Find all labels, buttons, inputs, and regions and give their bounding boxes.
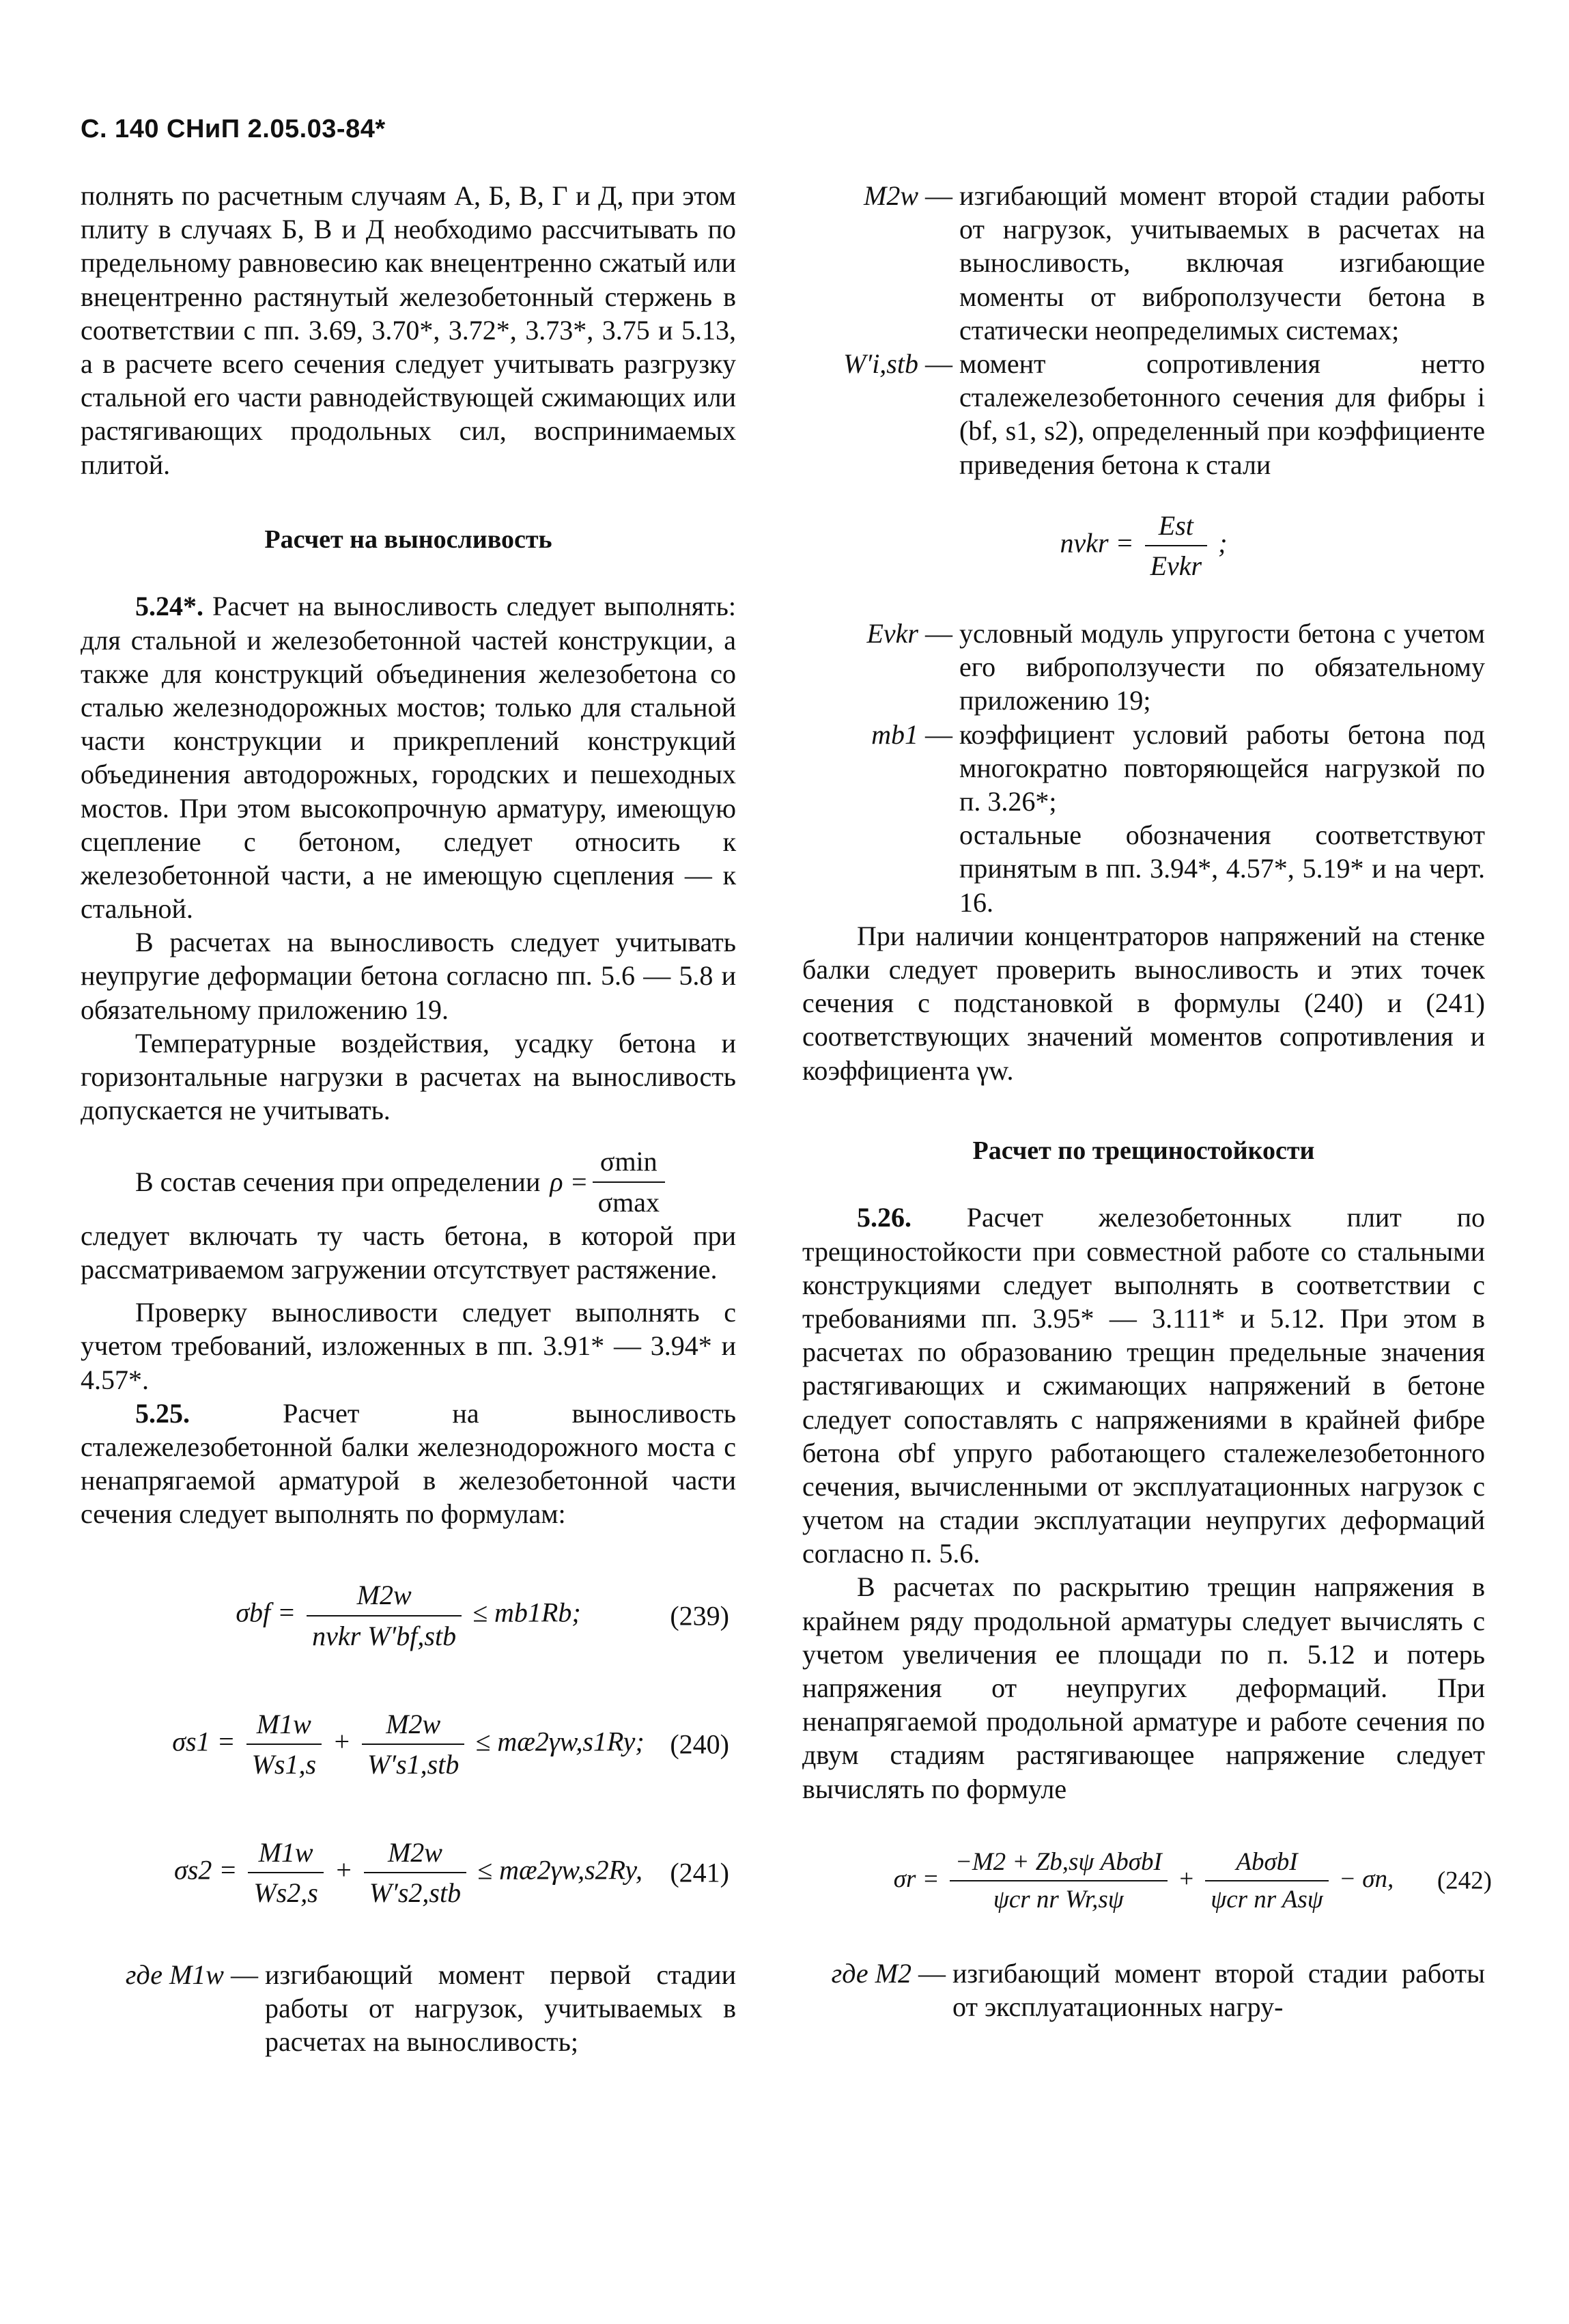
formula-241 [81,1836,736,1909]
definition-dash: — [231,1959,258,1990]
definition-text: коэффициент условий работы бетона под многократно повторяющейся нагрузкой по п. 3.26*; [959,718,1485,817]
clause-5-26 [802,1201,1485,1570]
clause-text: Расчет железобетонных плит по трещиностойкости при совместной работе со стальными конструкциями следует выполнять в соответствии с требованиями пп. 3.95* — 3.111* и 5.12. При этом в расчетах по образованию трещин предельные значения растягивающих и сжимающих напряжений в бетоне следует сопоставлять с напряжениями в крайней фибре бетона σbf упруго работающего сталежелезобетонного сечения, вычисленными от эксплуатационных нагрузок с учетом на стадии эксплуатации неупругих деформаций согласно п. 5.6. [802,1202,1485,1569]
clause-text: Расчет на выносливость сталежелезобетонной балки железнодорожного моста с ненапрягаемой арматурой в железобетонной части сечения следует выполнять по формулам: [81,1397,737,1530]
equation-number: (242) [1437,1866,1492,1895]
formula-240 [81,1707,736,1781]
formula-numerator: M2w [362,1707,464,1745]
section-heading-fatigue: Расчет на выносливость [264,524,552,554]
formula-numerator: −M2 + Zb,sψ AbσbI [950,1847,1168,1882]
formula-rhs: ≤ mæ2γw,s1Ry; [475,1726,645,1757]
formula-239 [81,1578,736,1652]
definition-text: изгибающий момент второй стадии работы от нагрузок, учитываемых в расчетах на выносливость, включая изгибающие моменты от виброползучести бетона в статически неопределимых системах; [959,180,1485,346]
formula-242 [802,1847,1492,1916]
clause-text: Расчет на выносливость следует выполнять: для стальной и железобетонной частей конструкции, а также для конструкций объединения железобетона со сталью железнодорожных мостов; только для стальной части конструкции и прикреплений конструкций объединения автодорожных, городских и пешеходных мостов. При этом высокопрочную арматуру, имеющую сцепление с бетоном, следует относить к железобетонной части, а не имеющую сцепления — к стальной. [81,591,736,925]
rho-numerator: σmin [593,1145,665,1182]
formula-numerator: M1w [246,1707,322,1745]
formula-fraction-2 [364,1836,466,1909]
definition-m1w [81,1958,736,2059]
definition-symbol: M2w [864,180,918,211]
formula-fraction-2 [362,1707,464,1781]
definition-text: условный модуль упругости бетона с учетом его виброползучести по обязательному приложению 19; [959,618,1485,716]
equation-number: (240) [670,1728,729,1760]
formula-numerator: Est [1145,509,1208,546]
clause-number: 5.26. [857,1202,911,1233]
formula-denominator: W′s1,stb [367,1749,460,1780]
formula-denominator: nvkr W′bf,stb [312,1620,457,1651]
equation-number: (241) [670,1857,729,1888]
definition-text: изгибающий момент первой стадии работы от нагрузок, учитываемых в расчетах на выносливость; [265,1959,736,2057]
right-column [802,179,1492,2024]
clause-number: 5.25. [135,1397,190,1429]
clause-5-24 [81,589,736,925]
formula-numerator: M2w [307,1578,462,1616]
rho-prefix: В состав сечения при определении [135,1166,541,1198]
definition-symbol: Evkr [866,618,918,649]
paragraph-concentrators: При наличии концентраторов напряжений на стенке балки следует проверить выносливость и этих точек сечения с подстановкой в формулы (240) и (241) соответствующих значений моментов сопротивления и коэффициента γw. [802,920,1485,1086]
formula-nvkr [802,509,1485,583]
formula-denominator: ψcr nr Wr,sψ [993,1886,1124,1914]
formula-lhs: nvkr = [1060,527,1134,559]
paragraph-temperature: Температурные воздействия, усадку бетона и горизонтальные нагрузки в расчетах на выносливость допускается не учитывать. [81,1027,736,1126]
formula-rhs: − σn, [1339,1864,1394,1893]
formula-fraction-1 [248,1836,323,1909]
definition-text: момент сопротивления нетто сталежелезобетонного сечения для фибры i (bf, s1, s2), определенный при коэффициенте приведения бетона к стали [959,348,1485,480]
formula-end: ; [1218,527,1228,559]
equation-number: (239) [670,1600,729,1632]
definition-symbol: mb1 [871,718,918,750]
formula-denominator: Ws1,s [251,1749,317,1780]
formula-lhs: σs2 = [174,1854,238,1886]
definition-dash: — [925,718,952,750]
formula-numerator: M2w [364,1836,466,1873]
formula-plus: + [334,1854,353,1886]
rho-definition-line [81,1145,736,1218]
definition-dash: — [925,348,952,379]
paragraph-check: Проверку выносливости следует выполнять с учетом требований, изложенных в пп. 3.91* — 3.94* и 4.57*. [81,1297,736,1395]
definition-symbol: где M1w [125,1959,224,1990]
page-header: С. 140 СНиП 2.05.03-84* [81,115,386,143]
definition-evkr [802,617,1485,718]
section-heading-crack: Расчет по трещиностойкости [972,1136,1315,1165]
formula-fraction-2 [1205,1847,1329,1916]
definition-symbol: W′i,stb [843,348,918,379]
rho-lhs: ρ = [550,1166,589,1198]
formula-numerator: M1w [248,1836,323,1873]
formula-plus: + [1178,1864,1195,1893]
formula-rhs: ≤ mb1Rb; [472,1597,581,1628]
definition-dash: — [918,1957,946,1989]
formula-lhs: σbf = [236,1597,296,1628]
formula-fraction-1 [950,1847,1168,1916]
definition-dash: — [925,618,952,649]
definition-symbol: где M2 [831,1957,911,1989]
definition-wi-stb [802,347,1485,481]
intro-paragraph: полнять по расчетным случаям А, Б, В, Г и Д, при этом плиту в случаях Б, В и Д необходимо рассчитывать по предельному равновесию как внецентренно сжатый или внецентренно растянутый железобетонный стержень в соответствии с пп. 3.69, 3.70*, 3.72*, 3.73*, 3.75 и 5.13, а в расчете всего сечения следует учитывать разгрузку стальной его части равнодействующей сжимающих или растягивающих продольных сил, воспринимаемых плитой. [81,180,736,480]
definition-rest [802,818,1485,919]
definition-m2w [802,179,1485,347]
clause-number: 5.24*. [135,591,203,622]
definition-text: изгибающий момент второй стадии работы от эксплуатационных нагру- [952,1957,1485,2022]
definition-text: остальные обозначения соответствуют принятым в пп. 3.94*, 4.57*, 5.19* и на черт. 16. [959,820,1485,918]
formula-fraction [307,1578,462,1652]
paragraph-crack-opening: В расчетах по раскрытию трещин напряжения в крайнем ряду продольной арматуры следует вычислять с учетом увеличения ее площади по п. 5.12 и потерь напряжения от неупругих деформаций. При ненапрягаемой продольной арматуре и работе сечения по двум стадиям растягивающее напряжение следует вычислять по формуле [802,1571,1485,1804]
formula-denominator: W′s2,stb [369,1877,462,1909]
paragraph-rho-suffix: следует включать ту часть бетона, в которой при рассматриваемом загружении отсутствует растяжение. [81,1220,736,1285]
paragraph-inelastic: В расчетах на выносливость следует учитывать неупругие деформации бетона согласно пп. 5.6 — 5.8 и обязательному приложению 19. [81,927,736,1025]
formula-plus: + [333,1726,352,1757]
formula-fraction-1 [246,1707,322,1781]
formula-fraction [1145,509,1208,583]
formula-denominator: Ws2,s [253,1877,318,1909]
definition-dash: — [925,180,952,211]
formula-denominator: ψcr nr Asψ [1211,1886,1323,1914]
formula-rhs: ≤ mæ2γw,s2Ry, [477,1854,642,1886]
formula-numerator: AbσbI [1205,1847,1329,1882]
rho-denominator: σmax [597,1186,660,1218]
definition-mb1 [802,718,1485,819]
clause-5-25 [81,1397,736,1531]
left-column [81,179,736,2058]
formula-lhs: σr = [893,1864,939,1893]
formula-denominator: Evkr [1150,550,1202,581]
definition-m2 [802,1957,1485,2024]
formula-lhs: σs1 = [172,1726,236,1757]
rho-fraction [593,1145,665,1218]
